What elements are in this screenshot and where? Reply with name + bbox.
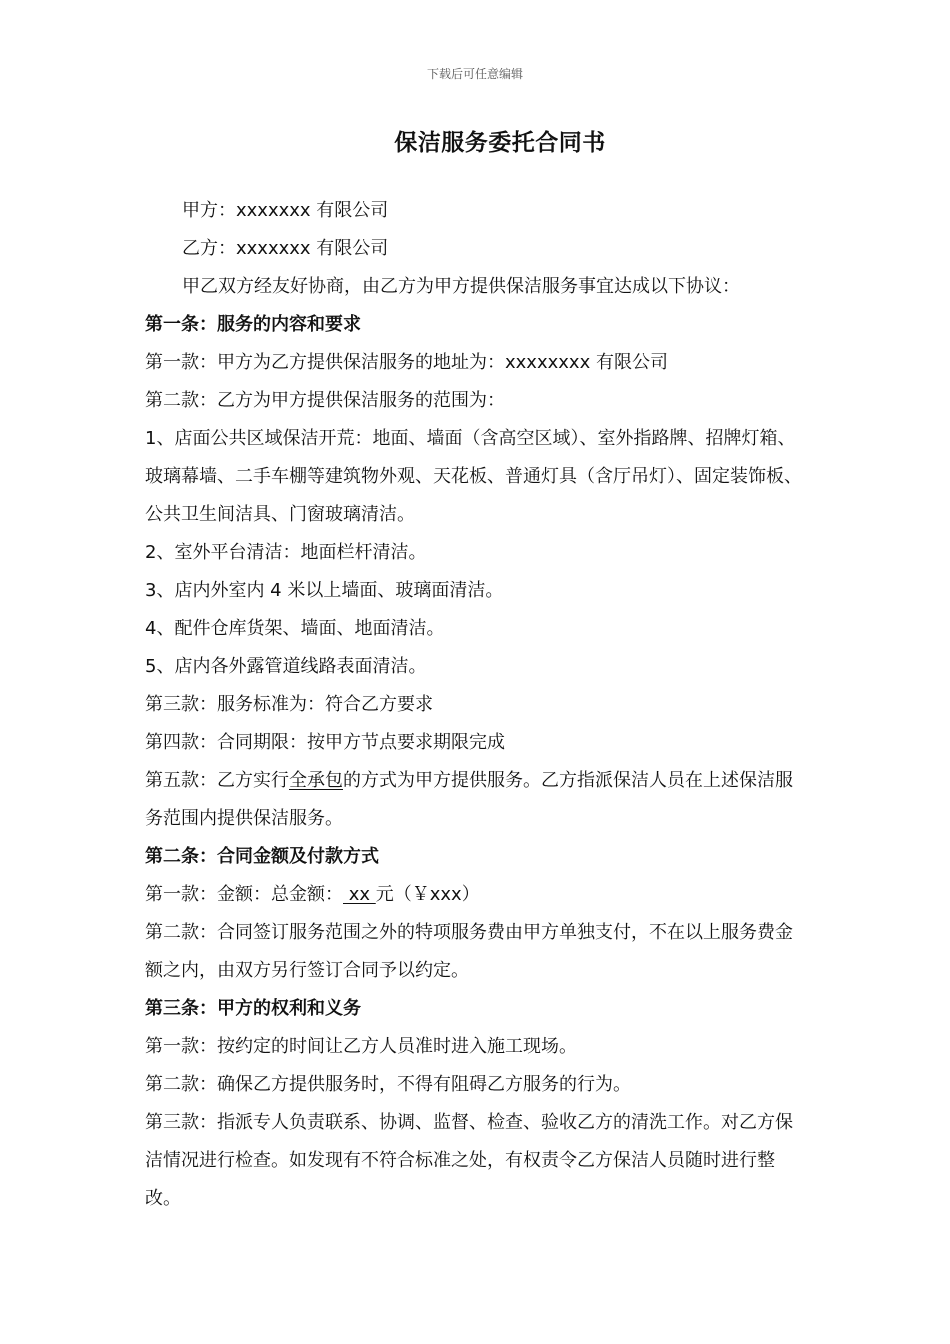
- article-3-heading: 第三条：甲方的权利和义务: [145, 998, 361, 1019]
- scope-item-1: 1、店面公共区域保洁开荒：地面、墙面（含高空区域）、室外指路牌、招牌灯箱、玻璃幕墙、二手车棚等建筑物外观、天花板、普通灯具（含厅吊灯）、固定装饰板、公共卫生间洁具、门窗玻璃清洁。: [145, 428, 802, 525]
- amount-blank-underlined: xx: [343, 884, 376, 905]
- article-2-heading: 第二条：合同金额及付款方式: [145, 846, 379, 867]
- article-1-clause-3: 第三款：服务标准为：符合乙方要求: [145, 694, 433, 715]
- amount-text-end: 元（￥xxx）: [375, 884, 480, 905]
- article-1-clause-1: 第一款：甲方为乙方提供保洁服务的地址为：xxxxxxxx 有限公司: [145, 352, 668, 373]
- clause-5-text-end: 的方式为甲方提供服务。乙方指派保洁人员在上述保洁服务范围内提供保洁服务。: [145, 770, 793, 829]
- amount-text-start: 第一款：金额：总金额：: [145, 884, 343, 905]
- article-2-clause-2: 第二款：合同签订服务范围之外的特项服务费由甲方单独支付，不在以上服务费金额之内，由双方另行签订合同予以约定。: [145, 922, 793, 981]
- document-title: 保洁服务委托合同书: [394, 130, 606, 156]
- scope-item-3: 3、店内外室内 4 米以上墙面、玻璃面清洁。: [145, 580, 504, 601]
- article-3-clause-2: 第二款：确保乙方提供服务时，不得有阻碍乙方服务的行为。: [145, 1074, 631, 1095]
- scope-item-2: 2、室外平台清洁：地面栏杆清洁。: [145, 542, 427, 563]
- scope-item-4: 4、配件仓库货架、墙面、地面清洁。: [145, 618, 445, 639]
- article-3-clause-3: 第三款：指派专人负责联系、协调、监督、检查、验收乙方的清洗工作。对乙方保洁情况进行检查。如发现有不符合标准之处，有权责令乙方保洁人员随时进行整改。: [145, 1112, 793, 1209]
- intro-paragraph: 甲乙双方经友好协商，由乙方为甲方提供保洁服务事宜达成以下协议：: [182, 276, 740, 297]
- article-1-clause-4: 第四款：合同期限：按甲方节点要求期限完成: [145, 732, 505, 753]
- clause-5-text-start: 第五款：乙方实行: [145, 770, 289, 791]
- article-2-clause-1: [145, 876, 810, 914]
- article-3-clause-1: 第一款：按约定的时间让乙方人员准时进入施工现场。: [145, 1036, 577, 1057]
- article-1-clause-2: 第二款：乙方为甲方提供保洁服务的范围为：: [145, 390, 505, 411]
- page-header-note: 下载后可任意编辑: [426, 67, 523, 81]
- article-1-heading: 第一条：服务的内容和要求: [145, 314, 361, 335]
- party-a: 甲方：xxxxxxx 有限公司: [182, 200, 389, 221]
- scope-item-5: 5、店内各外露管道线路表面清洁。: [145, 656, 427, 677]
- party-b: 乙方：xxxxxxx 有限公司: [182, 238, 389, 259]
- document-body: [145, 192, 810, 1218]
- article-1-clause-5: [145, 762, 810, 838]
- clause-5-underlined-term: 全承包: [289, 770, 343, 791]
